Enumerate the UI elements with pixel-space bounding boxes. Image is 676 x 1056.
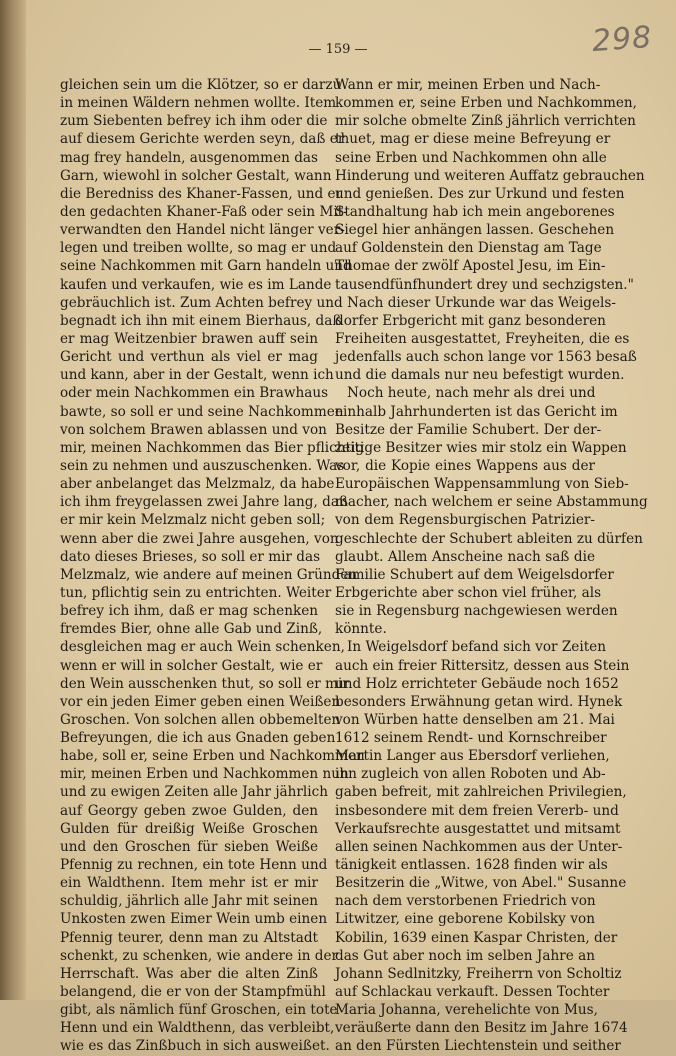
text-line: fremdes Bier, ohne alle Gab und Zinß,: [60, 621, 323, 638]
page-number: — 159 —: [308, 42, 368, 57]
text-line: nach dem verstorbenen Friedrich von: [335, 893, 596, 910]
text-line: kommen er, seine Erben und Nachkommen,: [335, 95, 637, 112]
text-line: glaubt. Allem Anscheine nach saß die: [335, 548, 595, 565]
text-line: Garn, wiewohl in solcher Gestalt, wann: [60, 167, 332, 184]
text-line: Thomae der zwölf Apostel Jesu, im Ein-: [335, 258, 606, 275]
text-line: kaufen und verkaufen, wie es im Lande: [60, 276, 332, 293]
text-line: gebräuchlich ist. Zum Achten befrey und: [60, 294, 343, 311]
text-line: er mag Weitzenbier brawen auff sein: [60, 330, 318, 347]
text-line: Unkosten zwen Eimer Wein umb einen: [60, 911, 328, 928]
text-line: wenn er will in solcher Gestalt, wie er: [60, 657, 323, 674]
text-line: thuet, mag er diese meine Befreyung er: [335, 131, 611, 148]
text-line: Herrschaft. Was aber die alten Zinß: [60, 965, 318, 982]
text-line: ihn zugleich von allen Roboten und Ab-: [335, 766, 606, 783]
text-line: Nach dieser Urkunde war das Weigels-: [347, 294, 616, 311]
text-line: Besitze der Familie Schubert. Der der-: [335, 421, 602, 438]
text-line: Erbgerichte aber schon viel früher, als: [335, 584, 602, 601]
text-line: Verkaufsrechte ausgestattet und mitsamt: [335, 820, 621, 837]
text-line: tänigkeit entlassen. 1628 finden wir als: [335, 857, 608, 874]
text-line: den Wein ausschenken thut, so soll er mir: [60, 675, 349, 692]
text-line: Pfennig zu rechnen, ein tote Henn und: [60, 857, 328, 874]
text-line: Henn und ein Waldthenn, das verbleibt,: [60, 1020, 335, 1037]
text-line: dorfer Erbgericht mit ganz besonderen: [335, 312, 606, 329]
text-line: besonders Erwähnung getan wird. Hynek: [335, 693, 623, 710]
text-line: Litwitzer, eine geborene Kobilsky von: [335, 911, 595, 928]
text-line: belangend, die er von der Stampfmühl: [60, 984, 326, 1001]
text-line: mir, meinen Nachkommen das Bier pflichtig: [60, 439, 365, 456]
right-text-column: [335, 76, 648, 1056]
text-line: Siegel hier anhängen lassen. Geschehen: [335, 222, 615, 239]
text-line: sie in Regensburg nachgewiesen werden: [335, 603, 618, 620]
text-line: auf Georgy geben zwoe Gulden, den: [60, 802, 318, 819]
text-line: aber anbelanget das Melzmalz, da habe: [60, 476, 335, 493]
text-line: Johann Sedlnitzky, Freiherrn von Scholtiz: [335, 965, 622, 982]
text-line: die Beredniss des Khaner-Fassen, und er: [60, 185, 343, 202]
text-line: macher, nach welchem er seine Abstammung: [335, 494, 648, 511]
text-line: desgleichen mag er auch Wein schenken,: [60, 639, 345, 656]
text-line: tun, pflichtig sein zu entrichten. Weiter: [60, 584, 332, 601]
text-line: tausendfünfhundert drey und sechzigsten.": [335, 276, 634, 293]
text-line: insbesondere mit dem freien Vererb- und: [335, 802, 619, 819]
text-line: gleichen sein um die Klötzer, so er darzu: [60, 77, 342, 93]
text-line: gaben befreit, mit zahlreichen Privilegien,: [335, 784, 627, 801]
text-line: Familie Schubert auf dem Weigelsdorfer: [335, 566, 614, 583]
text-line: bawte, so soll er und seine Nachkommen: [60, 403, 344, 420]
text-line: geschlechte der Schubert ableiten zu dürfen: [335, 530, 643, 547]
text-line: den gedachten Khaner-Faß oder sein Mit-: [60, 203, 348, 220]
text-line: Hinderung und weiteren Auffatz gebrauchen: [335, 167, 645, 184]
text-line: 1612 seinem Rendt- und Kornschreiber: [335, 730, 607, 747]
text-line: Besitzerin die „Witwe, von Abel." Susanne: [335, 875, 627, 892]
text-line: jedenfalls auch schon lange vor 1563 besaß: [335, 349, 637, 366]
text-line: Groschen. Von solchen allen obbemelten: [60, 711, 341, 728]
text-line: auch ein freier Rittersitz, dessen aus Stein: [335, 657, 630, 674]
text-line: mir, meinen Erben und Nachkommen nun: [60, 766, 349, 783]
text-line: auf diesem Gerichte werden seyn, daß er: [60, 131, 345, 148]
text-line: habe, soll er, seine Erben und Nachkommen: [60, 748, 365, 765]
text-line: das Gut aber noch im selben Jahre an: [335, 947, 595, 964]
text-line: Noch heute, nach mehr als drei und: [347, 385, 596, 402]
text-line: er mir kein Melzmalz nicht geben soll;: [60, 512, 326, 529]
text-line: von solchem Brawen ablassen und von: [60, 421, 327, 438]
text-line: Gulden für dreißig Weiße Groschen: [60, 820, 318, 837]
page-binding-edge: [0, 0, 26, 1000]
text-line: auf Schlackau verkauft. Dessen Tochter: [335, 984, 610, 1001]
text-line: Melzmalz, wie andere auf meinen Gründen: [60, 566, 358, 583]
text-line: wie es das Zinßbuch in sich ausweißet.: [60, 1038, 330, 1055]
text-line: Freiheiten ausgestattet, Freyheiten, die es: [335, 330, 630, 347]
text-line: Europäischen Wappensammlung von Sieb-: [335, 476, 629, 493]
text-line: in meinen Wäldern nehmen wollte. Item: [60, 95, 337, 112]
text-line: seine Nachkommen mit Garn handeln und: [60, 258, 352, 275]
text-line: verwandten den Handel nicht länger ver-: [60, 222, 345, 239]
text-line: Pfennig teurer, denn man zu Altstadt: [60, 929, 318, 946]
text-line: einhalb Jahrhunderten ist das Gericht im: [335, 403, 618, 420]
text-line: wenn aber die zwei Jahre ausgehen, von: [60, 530, 339, 547]
text-line: vor, die Kopie eines Wappens aus der: [335, 457, 595, 474]
text-line: seine Erben und Nachkommen ohn alle: [335, 149, 607, 166]
text-line: und den Groschen für sieben Weiße: [60, 838, 318, 855]
text-line: allen seinen Nachkommen aus der Unter-: [335, 838, 623, 855]
text-line: könnte.: [335, 621, 387, 638]
text-line: von dem Regensburgischen Patrizier-: [335, 512, 595, 529]
text-line: Maria Johanna, verehelichte von Mus,: [335, 1002, 598, 1019]
text-line: mag frey handeln, ausgenommen das: [60, 149, 318, 166]
text-line: mir solche obmelte Zinß jährlich verrichten: [335, 113, 636, 130]
text-line: begnadt ich ihn mit einem Bierhaus, daß: [60, 312, 342, 329]
text-line: schenkt, zu schenken, wie andere in der: [60, 947, 339, 964]
text-line: und zu ewigen Zeiten alle Jahr jährlich: [60, 784, 328, 801]
text-line: gibt, als nämlich fünf Groschen, ein tote: [60, 1002, 338, 1019]
text-line: an den Fürsten Liechtenstein und seither: [335, 1038, 621, 1055]
text-line: legen und treiben wollte, so mag er und: [60, 240, 337, 257]
text-line: In Weigelsdorf befand sich vor Zeiten: [347, 639, 606, 656]
text-line: schuldig, jährlich alle Jahr mit seinen: [60, 893, 319, 910]
text-line: und Holz errichteter Gebäude noch 1652: [335, 675, 619, 692]
text-line: Martin Langer aus Ebersdorf verliehen,: [335, 748, 610, 765]
text-line: Kobilin, 1639 einen Kaspar Christen, der: [335, 929, 618, 946]
text-line: Befreyungen, die ich aus Gnaden geben: [60, 730, 336, 747]
text-line: zeitige Besitzer wies mir stolz ein Wappen: [335, 439, 627, 456]
text-line: und die damals nur neu befestigt wurden.: [335, 367, 625, 384]
text-line: ein Waldthenn. Item mehr ist er mir: [60, 875, 318, 892]
text-line: und genießen. Des zur Urkund und festen: [335, 185, 625, 202]
text-line: oder mein Nachkommen ein Brawhaus: [60, 385, 329, 402]
text-line: Gericht und verthun als viel er mag: [60, 349, 318, 366]
text-line: sein zu nehmen und auszuschenken. Was: [60, 457, 345, 474]
text-line: zum Siebenten befrey ich ihm oder die: [60, 113, 328, 130]
text-line: vor ein jeden Eimer geben einen Weißen: [60, 693, 341, 710]
handwritten-page-note: 298: [590, 19, 654, 60]
text-line: und kann, aber in der Gestalt, wenn ich: [60, 367, 334, 384]
text-line: auf Goldenstein den Dienstag am Tage: [335, 240, 602, 257]
text-line: Wann er mir, meinen Erben und Nach-: [335, 77, 601, 93]
text-line: von Würben hatte denselben am 21. Mai: [335, 711, 615, 728]
text-line: befrey ich ihm, daß er mag schenken: [60, 603, 318, 620]
text-line: dato dieses Brieses, so soll er mir das: [60, 548, 321, 565]
text-line: Standhaltung hab ich mein angeborenes: [335, 203, 615, 220]
text-line: veräußerte dann den Besitz im Jahre 1674: [335, 1020, 628, 1037]
text-line: ich ihm freygelassen zwei Jahre lang, daß: [60, 494, 348, 511]
